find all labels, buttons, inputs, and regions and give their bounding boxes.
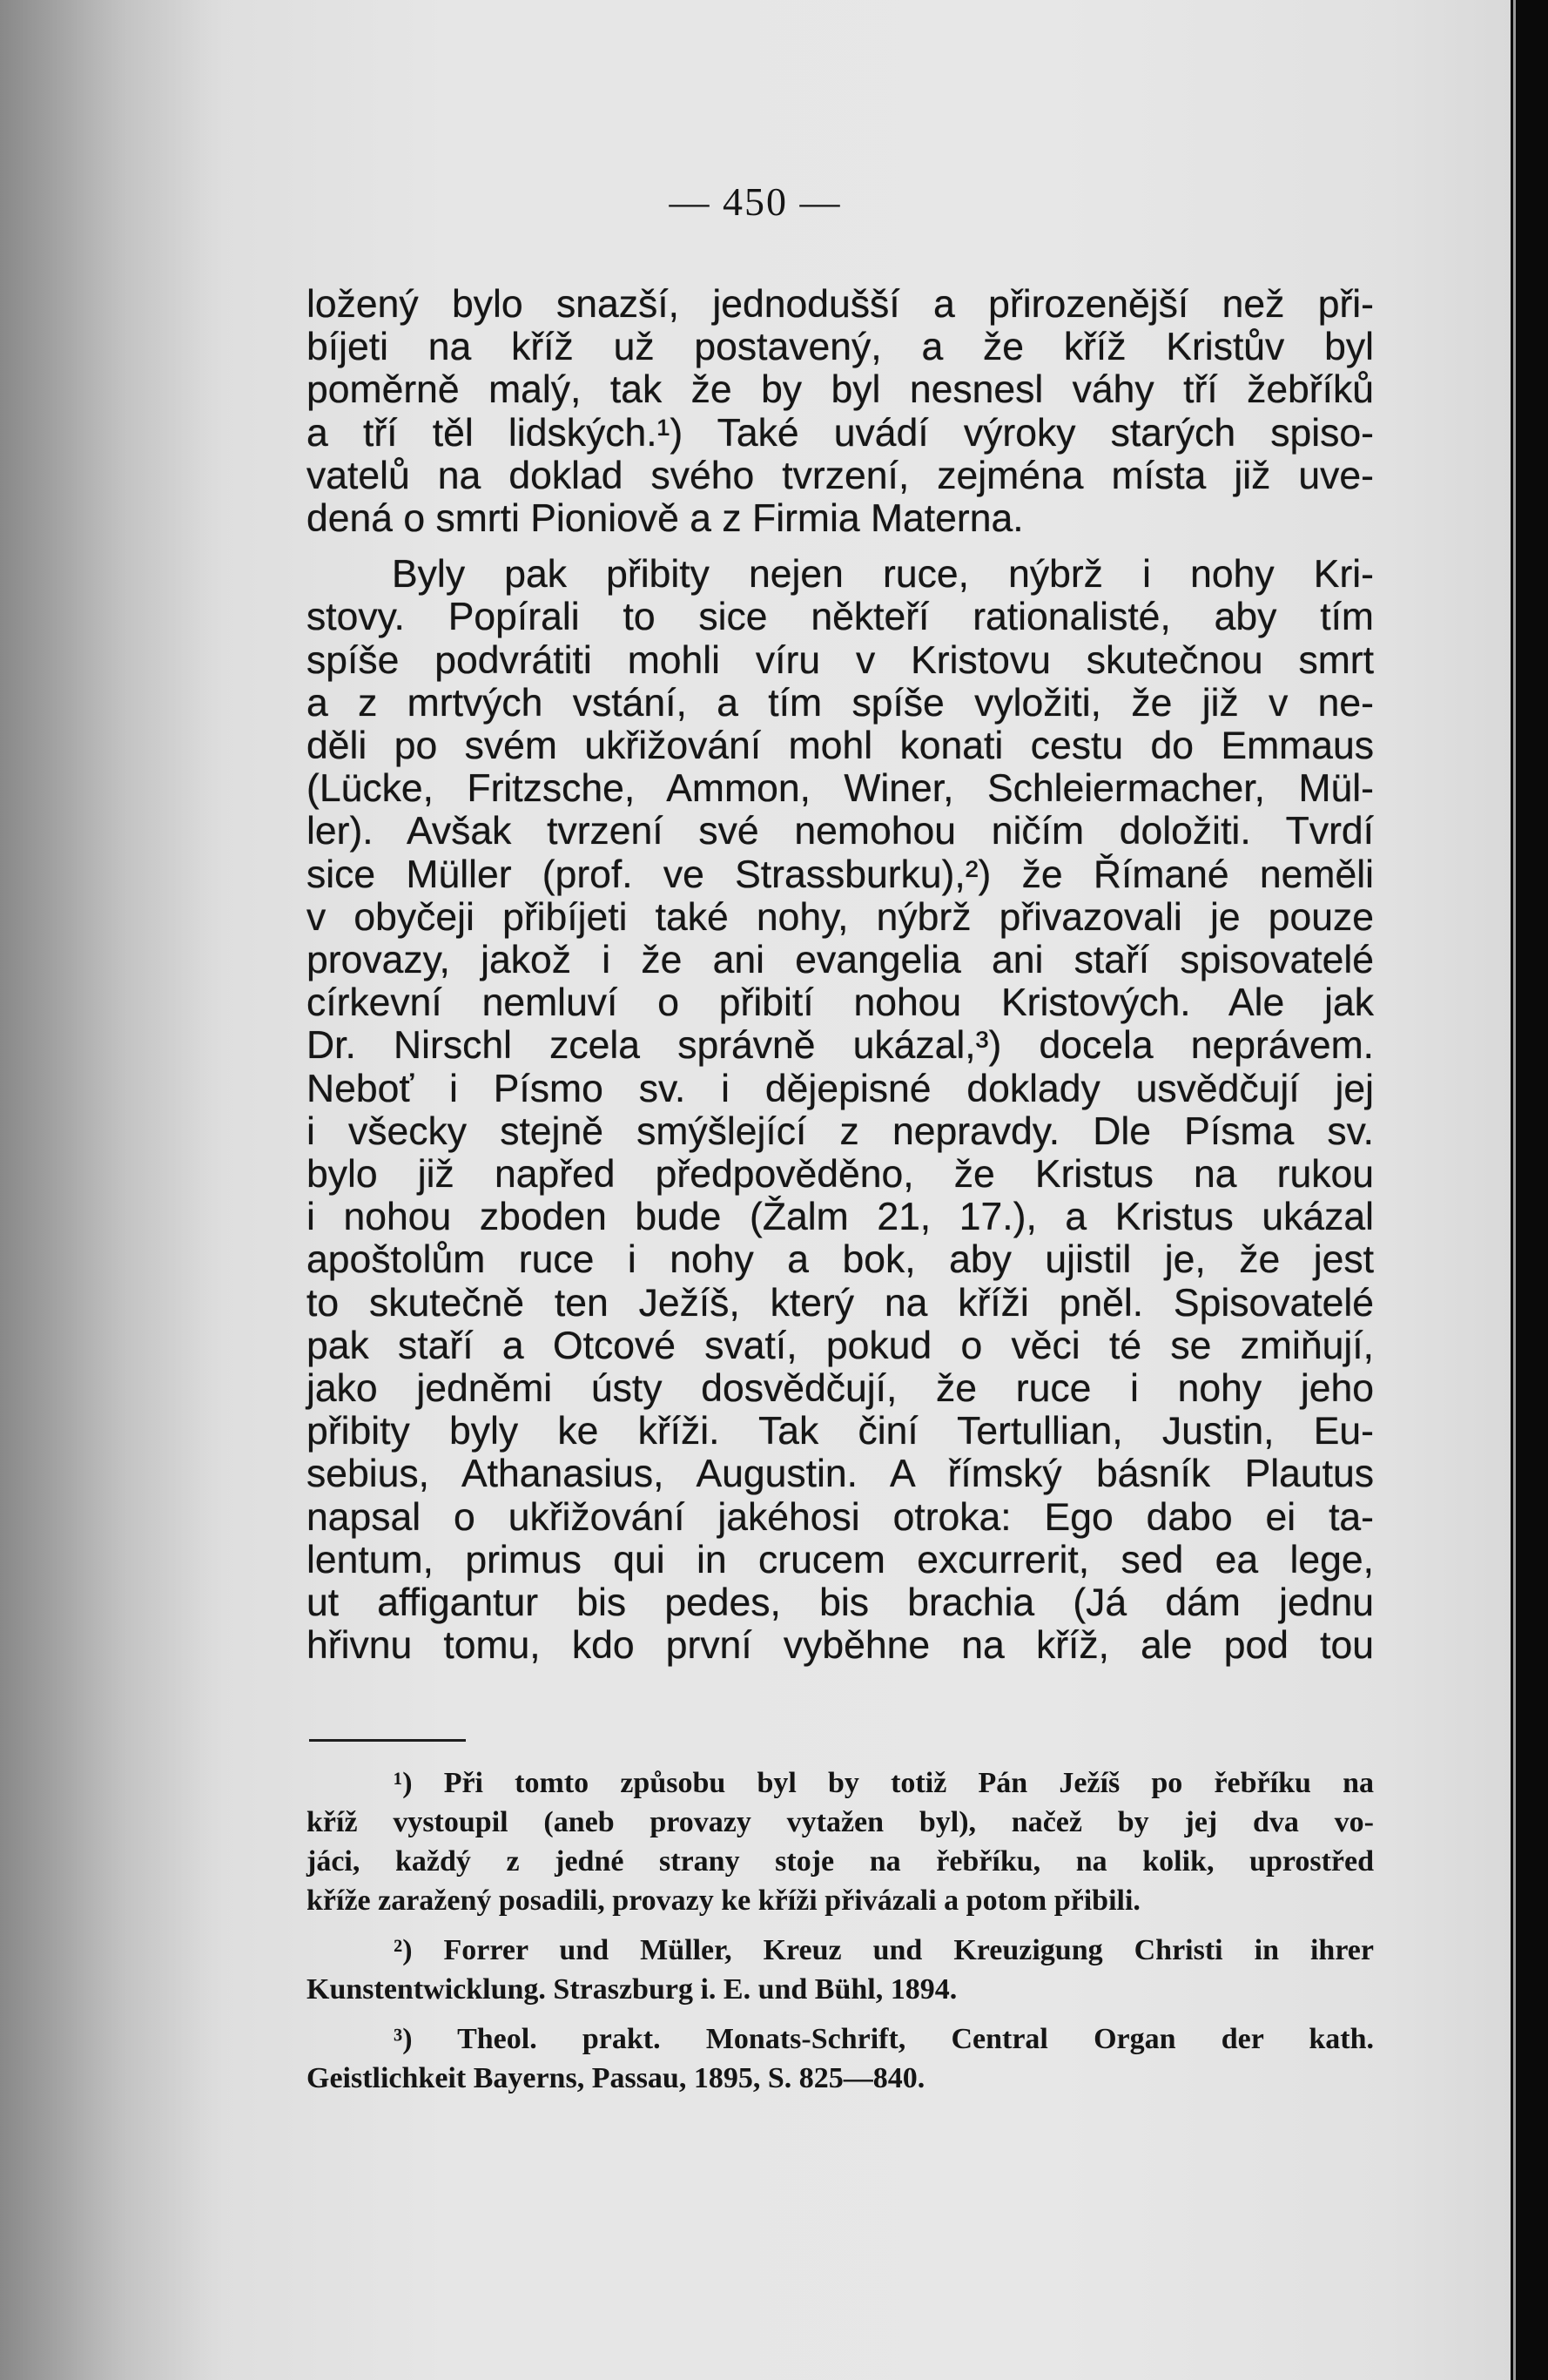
body-line: poměrně malý, tak že by byl nesnesl váhy tří žebříků <box>306 368 1374 412</box>
footnote-2-line: ²) Forrer und Müller, Kreuz und Kreuzigung Christi in ihrer <box>394 1934 1374 1966</box>
scan-edge-line <box>1513 0 1516 2380</box>
body-line: napsal o ukřižování jakéhosi otroka: Ego dabo ei ta- <box>306 1495 1374 1539</box>
footnote-3-line: Geistlichkeit Bayerns, Passau, 1895, S. 825—840. <box>306 2062 925 2094</box>
body-line: děli po svém ukřižování mohl konati cestu do Emmaus <box>306 725 1374 768</box>
body-line: a z mrtvých vstání, a tím spíše vyložiti, že již v ne- <box>306 681 1374 725</box>
footnote-2-line: Kunstentwicklung. Straszburg i. E. und Bühl, 1894. <box>306 1973 958 2006</box>
footnote-3-line: ³) Theol. prakt. Monats-Schrift, Central Organ der kath. <box>394 2023 1374 2055</box>
page-number: — 450 — <box>669 179 842 224</box>
body-line: Neboť i Písmo sv. i dějepisné doklady usvědčují jej <box>306 1067 1374 1110</box>
body-line: dená o smrti Pioniově a z Firmia Materna. <box>306 497 1024 541</box>
footnote-separator <box>309 1739 466 1742</box>
spine-shadow <box>0 0 226 2380</box>
body-line: sice Müller (prof. ve Strassburku),²) že Římané neměli <box>306 853 1374 896</box>
body-line: to skutečně ten Ježíš, který na kříži pněl. Spisovatelé <box>306 1281 1374 1325</box>
body-line: církevní nemluví o přibití nohou Kristových. Ale jak <box>306 981 1374 1025</box>
footnotes <box>306 1763 1374 2098</box>
body-line: ložený bylo snazší, jednodušší a přirozenější než při- <box>306 283 1374 326</box>
body-line: i nohou zboden bude (Žalm 21, 17.), a Kristus ukázal <box>306 1196 1374 1239</box>
body-line: provazy, jakož i že ani evangelia ani staří spisovatelé <box>306 939 1374 982</box>
scan-right-edge <box>1511 0 1548 2380</box>
body-line: přibity byly ke kříži. Tak činí Tertullian, Justin, Eu- <box>306 1410 1374 1453</box>
footnote-1-line: kříže zaražený posadili, provazy ke kříži přivázali a potom přibili. <box>306 1884 1141 1917</box>
body-line: jako jedněmi ústy dosvědčují, že ruce i nohy jeho <box>306 1367 1374 1411</box>
body-line: pak staří a Otcové svatí, pokud o věci té se zmiňují, <box>306 1324 1374 1367</box>
body-line: hřivnu tomu, kdo první vyběhne na kříž, ale pod tou <box>306 1624 1374 1668</box>
body-line: v obyčeji přibíjeti také nohy, nýbrž přivazovali je pouze <box>306 895 1374 939</box>
body-line: sebius, Athanasius, Augustin. A římský básník Plautus <box>306 1453 1374 1496</box>
body-line: ler). Avšak tvrzení své nemohou ničím doložiti. Tvrdí <box>306 810 1374 853</box>
body-line: spíše podvrátiti mohli víru v Kristovu skutečnou smrt <box>306 638 1374 682</box>
body-line: (Lücke, Fritzsche, Ammon, Winer, Schleiermacher, Mül- <box>306 767 1374 811</box>
footnote-1-line: ¹) Při tomto způsobu byl by totiž Pán Ježíš po řebříku na <box>394 1767 1374 1799</box>
body-line: Byly pak přibity nejen ruce, nýbrž i nohy Kri- <box>392 553 1374 597</box>
body-text <box>306 283 1374 1668</box>
footnote-gap <box>306 1920 1374 1931</box>
body-line: apoštolům ruce i nohy a bok, aby ujistil je, že jest <box>306 1238 1374 1282</box>
body-line: Dr. Nirschl zcela správně ukázal,³) docela neprávem. <box>306 1024 1374 1068</box>
paragraph-gap <box>306 540 1374 553</box>
body-line: ut affigantur bis pedes, bis brachia (Já dám jednu <box>306 1581 1374 1625</box>
body-line: lentum, primus qui in crucem excurrerit, sed ea lege, <box>306 1538 1374 1581</box>
body-line: vatelů na doklad svého tvrzení, zejména místa již uve- <box>306 454 1374 497</box>
body-line: bylo již napřed předpověděno, že Kristus na rukou <box>306 1153 1374 1197</box>
footnote-1-line: kříž vystoupil (aneb provazy vytažen byl), načež by jej dva vo- <box>306 1806 1374 1838</box>
body-line: i všecky stejně smýšlející z nepravdy. Dle Písma sv. <box>306 1109 1374 1153</box>
footnote-gap <box>306 2009 1374 2019</box>
body-line: a tří těl lidských.¹) Také uvádí výroky starých spiso- <box>306 411 1374 455</box>
footnote-1-line: jáci, každý z jedné strany stoje na řebříku, na kolik, uprostřed <box>306 1845 1374 1878</box>
body-line: stovy. Popírali to sice někteří rationalisté, aby tím <box>306 596 1374 639</box>
body-line: bíjeti na kříž už postavený, a že kříž Kristův byl <box>306 326 1374 369</box>
